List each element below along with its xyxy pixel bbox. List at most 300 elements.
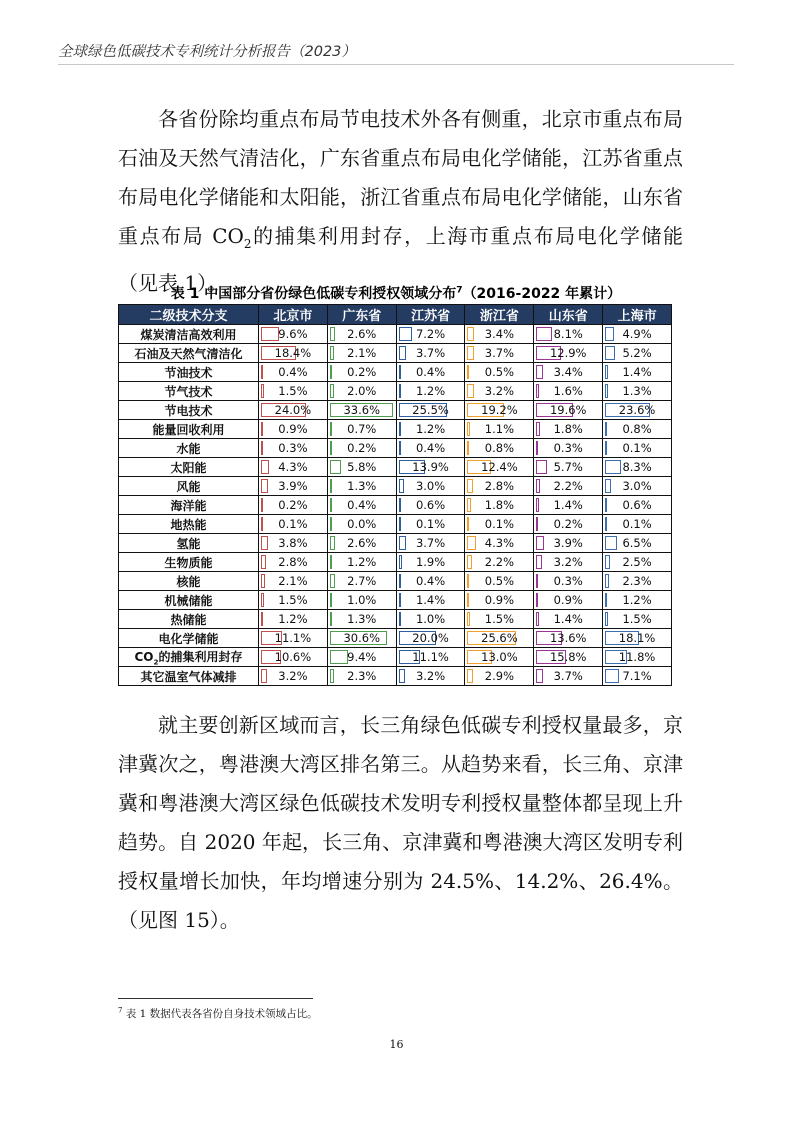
share-bar — [261, 536, 268, 550]
share-value: 18.1% — [618, 631, 656, 645]
share-value: 0.6% — [622, 498, 652, 512]
share-value: 3.7% — [553, 669, 583, 684]
row-label-text-b: 的捕集利用封存 — [158, 650, 243, 664]
table-row — [119, 610, 672, 629]
share-cell — [465, 325, 534, 344]
row-label: 热储能 — [119, 610, 259, 629]
share-bar — [330, 384, 334, 398]
paragraph-1-text-a: 各省份除均重点布局节电技术外各有侧重，北京市重点布局石油及天然气清洁化，广东省重点布局电化学储能，江苏省重点布局电化学储能和太阳能，浙江省重点布局电化学储能，山东省重点布局 CO — [118, 107, 683, 248]
share-value: 9.6% — [278, 327, 308, 341]
row-label: 海洋能 — [119, 496, 259, 515]
share-value: 2.5% — [622, 555, 652, 569]
share-cell — [327, 610, 396, 629]
share-value: 25.5% — [412, 403, 449, 417]
share-bar — [605, 536, 617, 550]
row-label-subscript: 2 — [153, 657, 159, 667]
share-cell — [327, 401, 396, 420]
share-cell — [603, 344, 672, 363]
share-value: 0.2% — [278, 498, 308, 512]
share-value: 1.8% — [553, 422, 583, 436]
share-cell — [259, 667, 328, 686]
row-label: 能量回收利用 — [119, 420, 259, 439]
share-bar — [605, 669, 618, 683]
table-row — [119, 629, 672, 648]
share-cell — [465, 515, 534, 534]
share-cell — [396, 667, 465, 686]
share-value: 8.3% — [622, 460, 652, 474]
share-value: 9.4% — [347, 650, 377, 665]
share-value: 1.0% — [415, 612, 446, 626]
share-bar — [330, 422, 332, 436]
share-cell — [396, 344, 465, 363]
share-value: 1.4% — [622, 365, 652, 379]
paragraph-2: 就主要创新区域而言，长三角绿色低碳专利授权量最多，京津冀次之，粤港澳大湾区排名第三。从趋势来看，长三角、京津冀和粤港澳大湾区绿色低碳技术发明专利授权量整体都呈现上升趋势。自 2020 年起，长三角、京津冀和粤港澳大湾区发明专利授权量增长加快，年均增速分别为 24.5%、14.2%、26.4%。（见图 15）。 — [118, 713, 683, 932]
share-value: 2.3% — [347, 669, 377, 684]
share-bar — [261, 593, 264, 607]
share-value: 2.1% — [278, 574, 308, 588]
share-bar — [605, 555, 610, 569]
share-value: 1.1% — [484, 422, 514, 436]
table-row — [119, 439, 672, 458]
row-label: 石油及天然气清洁化 — [119, 344, 259, 363]
share-value: 2.9% — [484, 669, 514, 684]
share-bar — [330, 365, 332, 379]
column-header-province: 北京市 — [259, 305, 328, 325]
share-cell — [259, 401, 328, 420]
share-value: 11.1% — [412, 650, 449, 665]
share-value: 0.3% — [278, 441, 308, 455]
share-bar — [467, 517, 469, 531]
share-cell — [534, 648, 603, 667]
share-bar — [536, 460, 547, 474]
table-row — [119, 477, 672, 496]
share-cell — [603, 363, 672, 382]
share-value: 11.1% — [274, 631, 312, 645]
share-cell — [534, 667, 603, 686]
share-value: 1.4% — [553, 498, 583, 512]
row-label: 节电技术 — [119, 401, 259, 420]
share-cell — [396, 648, 465, 667]
share-value: 1.5% — [278, 384, 308, 398]
share-bar — [536, 365, 542, 379]
share-value: 1.4% — [415, 593, 446, 607]
share-cell — [396, 363, 465, 382]
share-cell — [465, 610, 534, 629]
share-bar — [467, 365, 469, 379]
share-cell — [259, 477, 328, 496]
share-bar — [399, 669, 405, 683]
share-bar — [605, 460, 621, 474]
share-cell — [327, 477, 396, 496]
share-cell — [465, 382, 534, 401]
share-value: 0.5% — [484, 365, 514, 379]
paragraph-1 — [118, 100, 683, 303]
share-bar — [467, 422, 469, 436]
share-cell — [603, 610, 672, 629]
share-bar — [605, 365, 608, 379]
share-value: 3.9% — [553, 536, 583, 550]
table-caption-note-mark: 7 — [456, 285, 463, 296]
share-cell — [259, 591, 328, 610]
share-value: 20.0% — [412, 631, 449, 645]
share-value: 5.2% — [622, 346, 652, 360]
share-cell — [465, 553, 534, 572]
table-caption-suffix: （2016-2022 年累计） — [462, 286, 622, 302]
table-row — [119, 401, 672, 420]
share-value: 2.7% — [347, 574, 377, 588]
share-bar — [536, 669, 543, 683]
share-cell — [465, 648, 534, 667]
share-bar — [536, 384, 539, 398]
share-cell — [396, 325, 465, 344]
row-label: 煤炭清洁高效利用 — [119, 325, 259, 344]
share-bar — [330, 517, 332, 531]
share-value: 3.0% — [622, 479, 652, 493]
share-bar — [605, 593, 607, 607]
column-header-province: 山东省 — [534, 305, 603, 325]
share-value: 18.4% — [274, 346, 312, 360]
share-value: 13.6% — [549, 631, 587, 645]
share-cell — [603, 382, 672, 401]
row-label: 其它温室气体减排 — [119, 667, 259, 686]
share-value: 2.1% — [347, 346, 377, 360]
share-cell — [603, 667, 672, 686]
row-label — [119, 648, 259, 667]
share-bar — [261, 498, 263, 512]
share-bar — [261, 517, 263, 531]
share-cell — [603, 572, 672, 591]
footnote-text: 表 1 数据代表各省份自身技术领域占比。 — [122, 1008, 318, 1020]
table-row — [119, 382, 672, 401]
share-cell — [396, 420, 465, 439]
share-value: 3.7% — [415, 536, 446, 550]
share-value: 1.2% — [415, 422, 446, 436]
share-value: 0.3% — [553, 441, 583, 455]
row-label: 节油技术 — [119, 363, 259, 382]
share-value: 0.0% — [347, 517, 377, 531]
header-rule — [58, 64, 734, 65]
share-bar — [399, 536, 406, 550]
share-value: 0.2% — [347, 441, 377, 455]
share-cell — [534, 420, 603, 439]
share-cell — [327, 648, 396, 667]
share-cell — [396, 610, 465, 629]
share-cell — [603, 496, 672, 515]
share-cell — [603, 553, 672, 572]
share-cell — [396, 477, 465, 496]
share-cell — [603, 534, 672, 553]
share-cell — [327, 325, 396, 344]
share-bar — [261, 574, 265, 588]
share-cell — [603, 648, 672, 667]
share-value: 0.3% — [553, 574, 583, 588]
share-bar — [261, 479, 268, 493]
share-cell — [259, 344, 328, 363]
share-value: 1.2% — [622, 593, 652, 607]
share-value: 0.4% — [415, 574, 446, 588]
share-bar — [536, 536, 543, 550]
share-value: 3.2% — [484, 384, 514, 398]
table-row — [119, 534, 672, 553]
share-value: 3.0% — [415, 479, 446, 493]
share-cell — [259, 496, 328, 515]
row-label: 地热能 — [119, 515, 259, 534]
share-bar — [399, 346, 406, 360]
page-number: 16 — [389, 1038, 404, 1051]
share-bar — [605, 441, 607, 455]
share-value: 1.5% — [622, 612, 652, 626]
share-value: 3.2% — [278, 669, 308, 684]
share-bar — [399, 422, 401, 436]
share-bar — [399, 479, 405, 493]
column-header-province: 广东省 — [327, 305, 396, 325]
share-value: 1.3% — [347, 612, 377, 626]
share-value: 10.6% — [274, 650, 312, 665]
share-cell — [534, 515, 603, 534]
share-cell — [259, 420, 328, 439]
share-cell — [465, 401, 534, 420]
share-bar — [261, 555, 266, 569]
share-cell — [465, 629, 534, 648]
share-bar — [330, 479, 332, 493]
share-cell — [327, 591, 396, 610]
share-cell — [327, 496, 396, 515]
share-bar — [330, 555, 332, 569]
share-cell — [603, 439, 672, 458]
share-cell — [534, 572, 603, 591]
share-value: 2.3% — [622, 574, 652, 588]
share-value: 0.2% — [553, 517, 583, 531]
paragraph-1-text-b: 的捕集利用封存，上海市重点布局电化学储能（见表 1）。 — [118, 224, 683, 295]
share-bar — [399, 612, 401, 626]
share-value: 0.4% — [415, 365, 446, 379]
share-cell — [534, 401, 603, 420]
share-value: 1.2% — [415, 384, 446, 398]
share-cell — [327, 667, 396, 686]
share-bar — [261, 384, 264, 398]
share-cell — [465, 667, 534, 686]
share-cell — [465, 496, 534, 515]
share-cell — [396, 439, 465, 458]
share-bar — [536, 441, 538, 455]
share-value: 8.1% — [553, 327, 583, 341]
share-value: 7.1% — [622, 669, 652, 684]
share-bar — [399, 517, 401, 531]
table-row — [119, 458, 672, 477]
share-cell — [396, 515, 465, 534]
share-value: 0.1% — [484, 517, 514, 531]
share-value: 2.6% — [347, 536, 377, 550]
share-value: 1.4% — [553, 612, 583, 626]
share-cell — [534, 344, 603, 363]
row-label: 太阳能 — [119, 458, 259, 477]
share-bar — [399, 327, 413, 341]
share-cell — [259, 325, 328, 344]
table-caption — [118, 283, 674, 303]
share-value: 0.6% — [415, 498, 446, 512]
share-bar — [330, 346, 334, 360]
share-value: 6.5% — [622, 536, 652, 550]
share-value: 15.8% — [549, 650, 587, 665]
share-cell — [534, 610, 603, 629]
share-cell — [603, 420, 672, 439]
share-value: 0.9% — [484, 593, 514, 607]
share-cell — [534, 439, 603, 458]
share-value: 3.4% — [553, 365, 583, 379]
share-cell — [259, 515, 328, 534]
share-cell — [396, 591, 465, 610]
share-value: 7.2% — [415, 327, 446, 341]
share-value: 0.8% — [622, 422, 652, 436]
share-cell — [465, 420, 534, 439]
share-cell — [534, 363, 603, 382]
share-bar — [536, 479, 540, 493]
share-cell — [534, 591, 603, 610]
share-bar — [399, 574, 401, 588]
footnote-mark: 7 — [118, 1006, 123, 1015]
share-value: 0.4% — [278, 365, 308, 379]
share-bar — [399, 365, 401, 379]
share-value: 3.2% — [553, 555, 583, 569]
share-cell — [603, 458, 672, 477]
share-value: 0.1% — [415, 517, 446, 531]
paragraph-1-subscript: 2 — [243, 237, 252, 251]
share-bar — [330, 498, 332, 512]
share-bar — [605, 574, 609, 588]
share-bar — [399, 593, 402, 607]
share-value: 3.9% — [278, 479, 308, 493]
share-value: 13.9% — [412, 460, 449, 474]
table-row — [119, 553, 672, 572]
share-value: 1.9% — [415, 555, 446, 569]
share-bar — [605, 612, 608, 626]
share-bar — [399, 498, 401, 512]
share-bar — [330, 593, 332, 607]
share-bar — [467, 346, 474, 360]
share-bar — [536, 555, 542, 569]
share-cell — [534, 477, 603, 496]
share-bar — [467, 384, 473, 398]
row-label: 核能 — [119, 572, 259, 591]
share-cell — [396, 401, 465, 420]
share-cell — [534, 458, 603, 477]
column-header-province: 上海市 — [603, 305, 672, 325]
share-cell — [534, 382, 603, 401]
row-label: 机械储能 — [119, 591, 259, 610]
share-cell — [259, 610, 328, 629]
share-cell — [327, 344, 396, 363]
share-cell — [534, 629, 603, 648]
share-cell — [396, 629, 465, 648]
table-body — [119, 325, 672, 686]
share-cell — [534, 496, 603, 515]
share-cell — [465, 572, 534, 591]
share-cell — [327, 382, 396, 401]
share-bar — [330, 574, 335, 588]
share-value: 5.7% — [553, 460, 583, 474]
share-bar — [467, 498, 470, 512]
footnote-rule — [118, 998, 313, 999]
share-cell — [259, 458, 328, 477]
share-value: 1.6% — [553, 384, 583, 398]
share-bar — [605, 517, 607, 531]
share-bar — [330, 612, 332, 626]
share-bar — [467, 555, 471, 569]
share-bar — [399, 384, 401, 398]
table-caption-title: 表 1 中国部分省份绿色低碳专利授权领域分布 — [170, 286, 457, 302]
share-value: 1.0% — [347, 593, 377, 607]
share-bar — [536, 422, 539, 436]
share-cell — [396, 458, 465, 477]
share-cell — [465, 458, 534, 477]
table-row — [119, 572, 672, 591]
row-label-text-a: CO — [134, 650, 154, 664]
table-header-row — [119, 305, 672, 325]
share-bar — [261, 612, 263, 626]
share-bar — [467, 593, 469, 607]
share-cell — [534, 534, 603, 553]
share-value: 3.7% — [484, 346, 514, 360]
share-bar — [261, 327, 279, 341]
share-value: 0.7% — [347, 422, 377, 436]
row-label: 风能 — [119, 477, 259, 496]
share-bar — [399, 555, 403, 569]
column-header-branch: 二级技术分支 — [119, 305, 259, 325]
share-value: 2.6% — [347, 327, 377, 341]
share-bar — [330, 327, 335, 341]
share-cell — [327, 553, 396, 572]
share-cell — [396, 572, 465, 591]
share-bar — [330, 441, 332, 455]
share-cell — [327, 420, 396, 439]
share-bar — [536, 612, 539, 626]
share-value: 19.2% — [481, 403, 518, 417]
share-bar — [261, 365, 263, 379]
row-label: 氢能 — [119, 534, 259, 553]
share-value: 0.9% — [553, 593, 583, 607]
table-row — [119, 648, 672, 667]
share-bar — [261, 422, 263, 436]
share-value: 0.1% — [278, 517, 308, 531]
share-value: 13.0% — [481, 650, 518, 665]
share-value: 0.2% — [347, 365, 377, 379]
share-cell — [603, 325, 672, 344]
share-bar — [467, 669, 472, 683]
share-value: 4.9% — [622, 327, 652, 341]
share-value: 3.4% — [484, 327, 514, 341]
share-bar — [467, 479, 472, 493]
share-cell — [259, 648, 328, 667]
share-bar — [467, 441, 469, 455]
share-bar — [605, 498, 607, 512]
share-cell — [396, 534, 465, 553]
table-row — [119, 420, 672, 439]
table-row — [119, 515, 672, 534]
share-cell — [534, 553, 603, 572]
share-cell — [259, 382, 328, 401]
share-bar — [605, 479, 611, 493]
share-cell — [465, 534, 534, 553]
share-value: 0.1% — [622, 517, 652, 531]
share-bar — [467, 612, 470, 626]
share-cell — [465, 477, 534, 496]
share-bar — [536, 593, 538, 607]
share-bar — [605, 422, 607, 436]
share-cell — [603, 515, 672, 534]
share-cell — [259, 534, 328, 553]
share-bar — [536, 498, 539, 512]
share-bar — [536, 574, 538, 588]
